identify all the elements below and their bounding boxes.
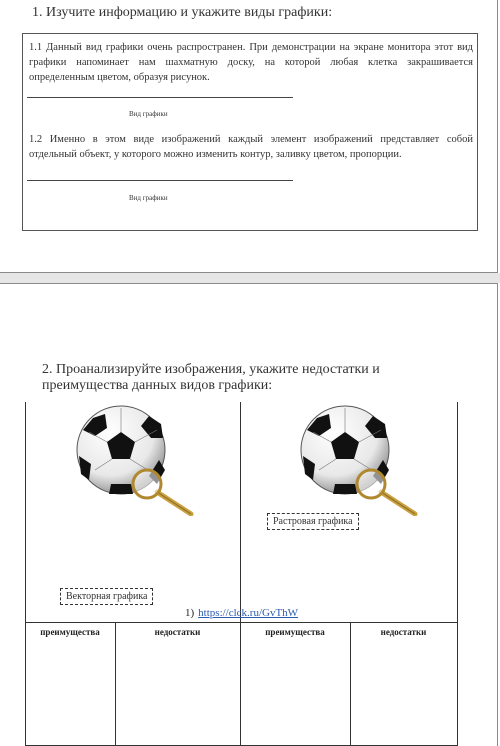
answer-line-1[interactable] [27, 97, 293, 98]
column-divider-3 [350, 622, 351, 746]
worksheet-page-2 [0, 283, 498, 746]
column-header-advantages-1: преимущества [40, 627, 100, 637]
header-row-top-line [25, 622, 457, 623]
page-gap [0, 273, 500, 283]
resource-link[interactable]: https://clck.ru/GvThW [198, 607, 299, 619]
column-header-disadvantages-1: недостатки [154, 627, 201, 637]
question-1-box [22, 33, 478, 231]
item-1-1-text: 1.1 Данный вид графики очень распространен. При демонстрации на экране монитора этот вид графики напоминает нам шахматную доску, на которой любая клетка закрашивается определенным цветом, образуя рисунок. [29, 42, 473, 83]
vector-graphics-label: Векторная графика [60, 588, 153, 605]
link-row [185, 607, 298, 619]
question-2-heading: 2. Проанализируйте изображения, укажите недостатки и преимущества данных видов графики: [42, 362, 380, 393]
analysis-table [25, 402, 485, 746]
question-1-heading: 1. Изучите информацию и укажите виды графики: [32, 5, 333, 20]
worksheet-page-1 [0, 0, 498, 273]
link-number: 1) [185, 607, 195, 619]
answer-line-2[interactable] [27, 180, 293, 181]
column-divider-2 [240, 622, 241, 746]
table-border-left [25, 402, 26, 746]
table-border-right [457, 402, 458, 746]
soccer-ball-with-magnifier-icon [73, 404, 203, 516]
raster-graphics-label: Растровая графика [267, 513, 359, 530]
column-header-disadvantages-2: недостатки [380, 627, 427, 637]
column-divider-1 [115, 622, 116, 746]
answer-caption-2: Вид графики [129, 194, 168, 202]
column-header-advantages-2: преимущества [265, 627, 325, 637]
soccer-ball-with-magnifier-icon [297, 404, 427, 516]
image-column-divider [240, 402, 241, 622]
answer-caption-1: Вид графики [129, 110, 168, 118]
item-1-2-text: 1.2 Именно в этом виде изображений каждый элемент изображений представляет собой отдельный объект, у которого можно изменить контур, заливку цветом, пропорции. [29, 134, 473, 160]
